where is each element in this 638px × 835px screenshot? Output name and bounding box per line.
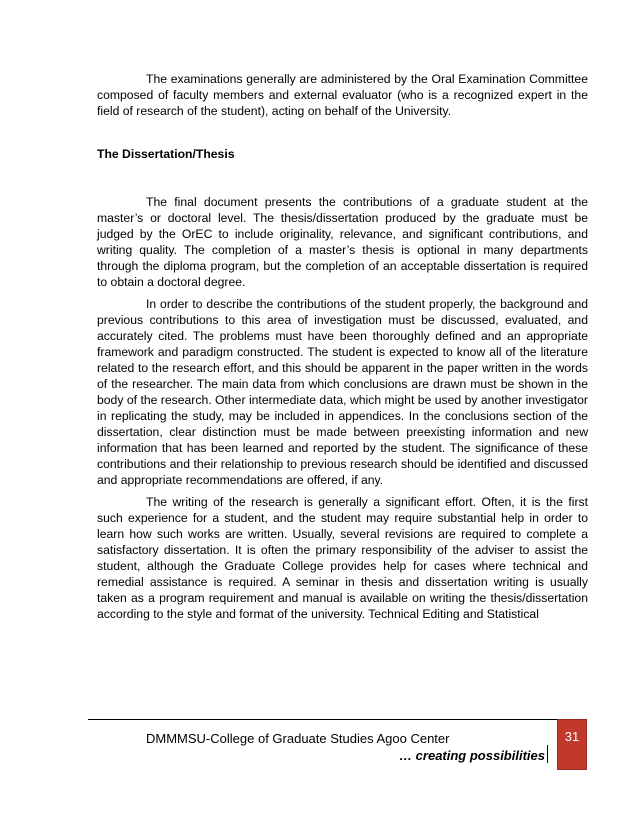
footer-tagline: … creating possibilities [399, 748, 545, 763]
paragraph-writing-effort: The writing of the research is generally a significant effort. Often, it is the first such experience for a student, and the student may require substantial help in order to learn how such works are written. Usually, several revisions are required to complete a satisfactory dissertation. It is often the primary responsibility of the adviser to assist the student, although the Graduate College provides help for cases where technical and remedial assistance is required. A seminar in thesis and dissertation writing is usually taken as a program requirement and manual is available on writing the thesis/dissertation according to the style and format of the university. Technical Editing and Statistical [97, 495, 588, 621]
section-heading: The Dissertation/Thesis [97, 147, 235, 161]
paragraph-oral-examination: The examinations generally are administered by the Oral Examination Committee composed of faculty members and external evaluator (who is a recognized expert in the field of research of the student), acting on behalf of the University. [97, 72, 588, 118]
page-number-box [557, 719, 587, 770]
footer-separator [547, 745, 548, 763]
footer-divider [88, 719, 586, 720]
paragraph-contributions: In order to describe the contributions of the student properly, the background and previous contributions to this area of investigation must be discussed, evaluated, and accurately cited. The problems must have been thoroughly defined and an appropriate framework and paradigm constructed. The student is expected to know all of the literature related to the research effort, and this should be apparent in the paper written in the words of the researcher. The main data from which conclusions are drawn must be shown in the body of the research. Other intermediate data, which might be used by another investigator in replicating the study, may be included in appendices. In the conclusions section of the dissertation, clear distinction must be made between preexisting information and new information that has been learned and reported by the student. The significance of these contributions and their relationship to previous research should be identified and discussed and appropriate recommendations are offered, if any. [97, 297, 588, 487]
paragraph-final-document: The final document presents the contributions of a graduate student at the master’s or doctoral level. The thesis/dissertation produced by the graduate must be judged by the OrEC to include originality, relevance, and significant contributions, and writing quality. The completion of a master’s thesis is optional in many departments through the diploma program, but the completion of an acceptable dissertation is required to obtain a doctoral degree. [97, 195, 588, 289]
body-text [97, 71, 588, 622]
footer-institution: DMMMSU-College of Graduate Studies Agoo Center [146, 731, 450, 746]
page-number: 31 [564, 729, 580, 744]
